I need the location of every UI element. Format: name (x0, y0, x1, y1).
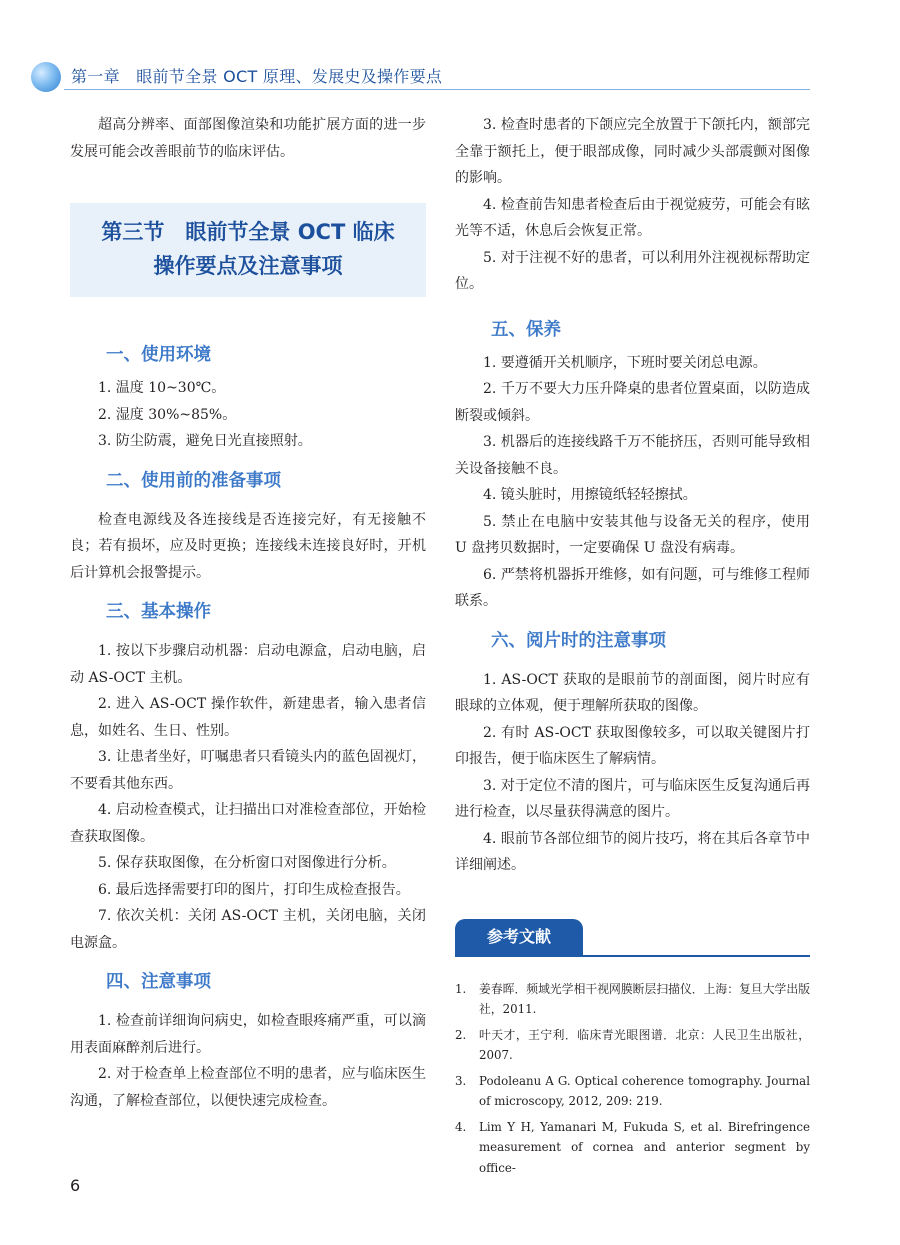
reference-item (455, 1117, 810, 1179)
maintenance-item: 6. 严禁将机器拆开维修，如有问题，可与维修工程师联系。 (455, 566, 810, 609)
references-tab: 参考文献 (455, 919, 583, 955)
references-rule (455, 955, 810, 957)
heading-maintenance: 五、保养 (491, 319, 561, 340)
right-column (455, 112, 810, 1183)
precaution-item: 4. 检查前告知患者检查后由于视觉疲劳，可能会有眩光等不适，休息后会恢复正常。 (455, 196, 810, 239)
env-item: 2. 湿度 30%~85%。 (98, 406, 237, 423)
reference-number: 3. (455, 1073, 467, 1088)
reference-text: Lim Y H, Yamanari M, Fukuda S, et al. Birefringence measurement of cornea and anterior segment by office- (479, 1119, 810, 1175)
reference-number: 4. (455, 1119, 467, 1134)
references-section (455, 919, 810, 1179)
reading-item: 4. 眼前节各部位细节的阅片技巧，将在其后各章节中详细阐述。 (455, 830, 810, 873)
header-rule (64, 89, 810, 90)
prep-paragraph: 检查电源线及各连接线是否连接完好，有无接触不良；若有损坏，应及时更换；连接线未连接良好时，开机后计算机会报警提示。 (70, 511, 426, 581)
reference-number: 1. (455, 981, 467, 996)
maintenance-item: 4. 镜头脏时，用擦镜纸轻轻擦拭。 (483, 487, 697, 503)
references-list (455, 979, 810, 1179)
reference-item (455, 1025, 810, 1066)
env-item: 3. 防尘防震，避免日光直接照射。 (98, 433, 312, 449)
basic-step: 5. 保存获取图像，在分析窗口对图像进行分析。 (98, 855, 396, 871)
basic-step: 6. 最后选择需要打印的图片，打印生成检查报告。 (98, 881, 410, 898)
basic-step: 2. 进入 AS-OCT 操作软件，新建患者，输入患者信息，如姓名、生日、性别。 (70, 696, 426, 739)
section-title-box (70, 203, 426, 297)
reference-item (455, 1071, 810, 1112)
basic-step: 1. 按以下步骤启动机器：启动电源盒，启动电脑，启动 AS-OCT 主机。 (70, 643, 426, 686)
intro-paragraph: 超高分辨率、面部图像渲染和功能扩展方面的进一步发展可能会改善眼前节的临床评估。 (70, 117, 426, 160)
heading-basic-operation: 三、基本操作 (106, 602, 211, 622)
reading-item: 3. 对于定位不清的图片，可与临床医生反复沟通后再进行检查，以尽量获得满意的图片。 (455, 777, 810, 820)
reference-item (455, 979, 810, 1020)
reference-text: 叶天才，王宁利．临床青光眼图谱．北京：人民卫生出版社，2007. (479, 1027, 810, 1062)
precaution-item: 2. 对于检查单上检查部位不明的患者，应与临床医生沟通，了解检查部位，以便快速完成检查。 (70, 1066, 426, 1109)
basic-step: 3. 让患者坐好，叮嘱患者只看镜头内的蓝色固视灯，不要看其他东西。 (70, 749, 426, 792)
heading-precautions: 四、注意事项 (106, 972, 211, 992)
section-title-line-1: 第三节 眼前节全景 OCT 临床 (101, 220, 395, 244)
reading-item: 1. AS-OCT 获取的是眼前节的剖面图，阅片时应有眼球的立体观，便于理解所获取的图像。 (455, 671, 810, 714)
section-title-line-2: 操作要点及注意事项 (153, 254, 343, 278)
maintenance-item: 1. 要遵循开关机顺序，下班时要关闭总电源。 (483, 354, 767, 371)
reading-item: 2. 有时 AS-OCT 获取图像较多，可以取关键图片打印报告，便于临床医生了解病情。 (455, 724, 810, 767)
reference-number: 2. (455, 1027, 467, 1042)
page-number: 6 (70, 1176, 81, 1195)
basic-step: 7. 依次关机：关闭 AS-OCT 主机，关闭电脑，关闭电源盒。 (70, 908, 426, 951)
maintenance-item: 2. 千万不要大力压升降桌的患者位置桌面，以防造成断裂或倾斜。 (455, 381, 810, 424)
env-item: 1. 温度 10~30℃。 (98, 380, 226, 396)
basic-step: 4. 启动检查模式，让扫描出口对准检查部位，开始检查获取图像。 (70, 802, 426, 845)
heading-preparation: 二、使用前的准备事项 (106, 470, 281, 491)
precaution-item: 1. 检查前详细询问病史，如检查眼疼痛严重，可以滴用表面麻醉剂后进行。 (70, 1013, 426, 1056)
reference-text: Podoleanu A G. Optical coherence tomography. Journal of microscopy, 2012, 209: 219. (479, 1073, 810, 1108)
running-header (0, 0, 900, 100)
chapter-title: 第一章 眼前节全景 OCT 原理、发展史及操作要点 (71, 67, 443, 86)
maintenance-item: 3. 机器后的连接线路千万不能挤压，否则可能导致相关设备接触不良。 (455, 434, 810, 477)
heading-reading: 六、阅片时的注意事项 (491, 630, 666, 651)
precaution-item: 3. 检查时患者的下颌应完全放置于下颌托内，额部完全靠于额托上，便于眼部成像，同时减少头部震颤对图像的影响。 (455, 117, 810, 186)
precaution-item: 5. 对于注视不好的患者，可以利用外注视视标帮助定位。 (455, 249, 810, 292)
heading-environment: 一、使用环境 (106, 345, 211, 365)
chapter-ball-icon (31, 62, 61, 92)
reference-text: 姜春晖．频域光学相干视网膜断层扫描仪．上海：复旦大学出版社，2011. (479, 981, 810, 1016)
maintenance-item: 5. 禁止在电脑中安装其他与设备无关的程序，使用 U 盘拷贝数据时，一定要确保 U 盘没有病毒。 (455, 513, 810, 556)
left-column (70, 112, 426, 1114)
